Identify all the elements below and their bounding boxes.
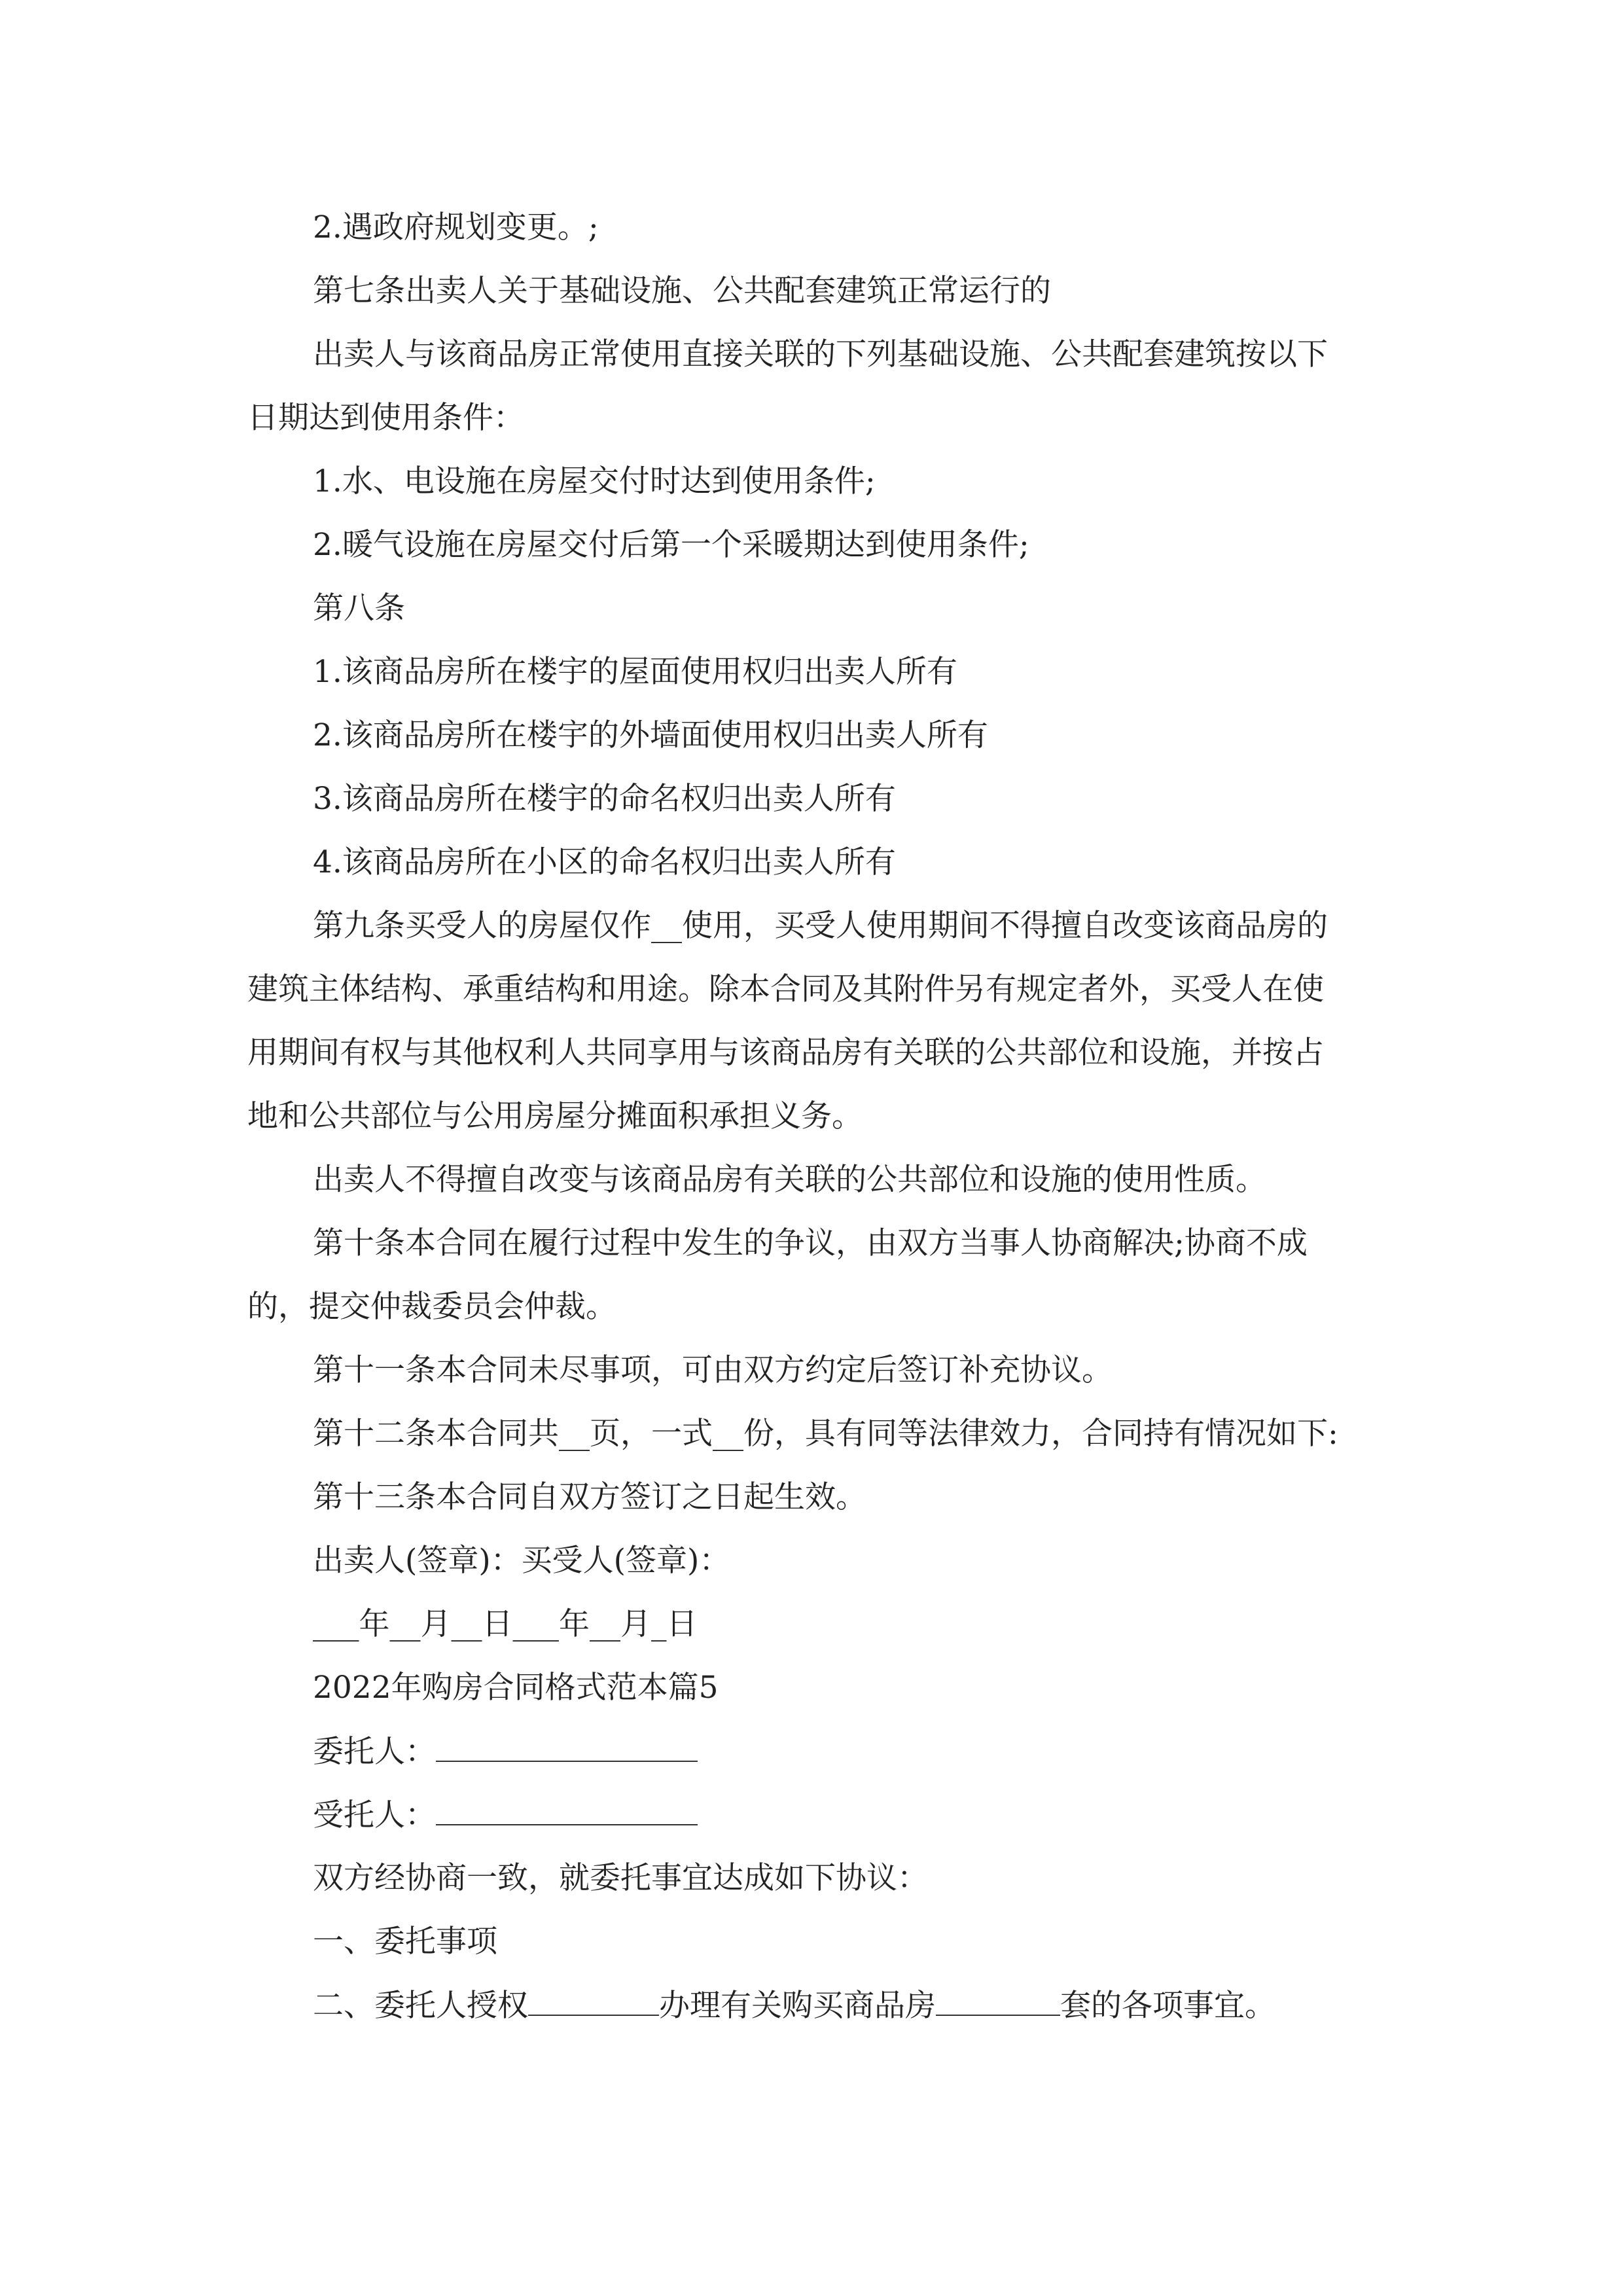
text-line: 地和公共部位与公用房屋分摊面积承担义务。 [247, 1098, 863, 1134]
principal-blank [436, 1732, 698, 1762]
text-line: 一、委托事项 [313, 1924, 497, 1960]
quantity-blank [936, 1986, 1060, 2016]
text-line: 第十三条本合同自双方签订之日起生效。 [313, 1479, 866, 1515]
text-line: 3.该商品房所在楼宇的命名权归出卖人所有 [313, 781, 896, 817]
text-line: 2.遇政府规划变更。; [313, 209, 599, 245]
text-line: 日期达到使用条件： [247, 400, 524, 436]
authorization-middle: 办理有关购买商品房 [659, 1988, 936, 2024]
text-line: 出卖人与该商品房正常使用直接关联的下列基础设施、公共配套建筑按以下 [313, 336, 1328, 372]
text-line: 用期间有权与其他权利人共同享用与该商品房有关联的公共部位和设施，并按占 [247, 1035, 1324, 1071]
text-line: 第八条 [313, 590, 405, 626]
text-line: 1.该商品房所在楼宇的屋面使用权归出卖人所有 [313, 654, 957, 690]
text-line: 第十条本合同在履行过程中发生的争议，由双方当事人协商解决;协商不成 [313, 1225, 1308, 1261]
text-line: 出卖人(签章)：买受人(签章)： [313, 1543, 730, 1579]
text-line: 第七条出卖人关于基础设施、公共配套建筑正常运行的 [313, 273, 1051, 309]
text-line: 第九条买受人的房屋仅作__使用，买受人使用期间不得擅自改变该商品房的 [313, 908, 1328, 944]
date-line: ___年__月__日___年__月_日 [313, 1606, 698, 1642]
authorization-suffix: 套的各项事宜。 [1060, 1988, 1275, 2024]
text-line: 双方经协商一致，就委托事宜达成如下协议： [313, 1860, 928, 1896]
text-line: 4.该商品房所在小区的命名权归出卖人所有 [313, 844, 896, 880]
text-line: 2.暖气设施在房屋交付后第一个采暖期达到使用条件; [313, 527, 1029, 563]
text-line: 1.水、电设施在房屋交付时达到使用条件; [313, 463, 876, 499]
section-heading: 2022年购房合同格式范本篇5 [313, 1670, 719, 1706]
text-line: 第十二条本合同共__页，一式__份，具有同等法律效力，合同持有情况如下: [313, 1416, 1338, 1452]
text-line: 第十一条本合同未尽事项，可由双方约定后签订补充协议。 [313, 1352, 1113, 1388]
authorization-blank [528, 1986, 659, 2016]
agent-line [313, 1795, 698, 1835]
text-line: 的，提交仲裁委员会仲裁。 [247, 1289, 616, 1325]
agent-label: 受托人： [313, 1797, 436, 1833]
text-line: 2.该商品房所在楼宇的外墙面使用权归出卖人所有 [313, 717, 988, 753]
principal-line [313, 1732, 698, 1772]
authorization-line [313, 1986, 1275, 2026]
agent-blank [436, 1795, 698, 1825]
text-line: 出卖人不得擅自改变与该商品房有关联的公共部位和设施的使用性质。 [313, 1162, 1266, 1198]
text-line: 建筑主体结构、承重结构和用途。除本合同及其附件另有规定者外，买受人在使 [247, 971, 1324, 1007]
authorization-prefix: 二、委托人授权 [313, 1988, 528, 2024]
principal-label: 委托人： [313, 1734, 436, 1770]
